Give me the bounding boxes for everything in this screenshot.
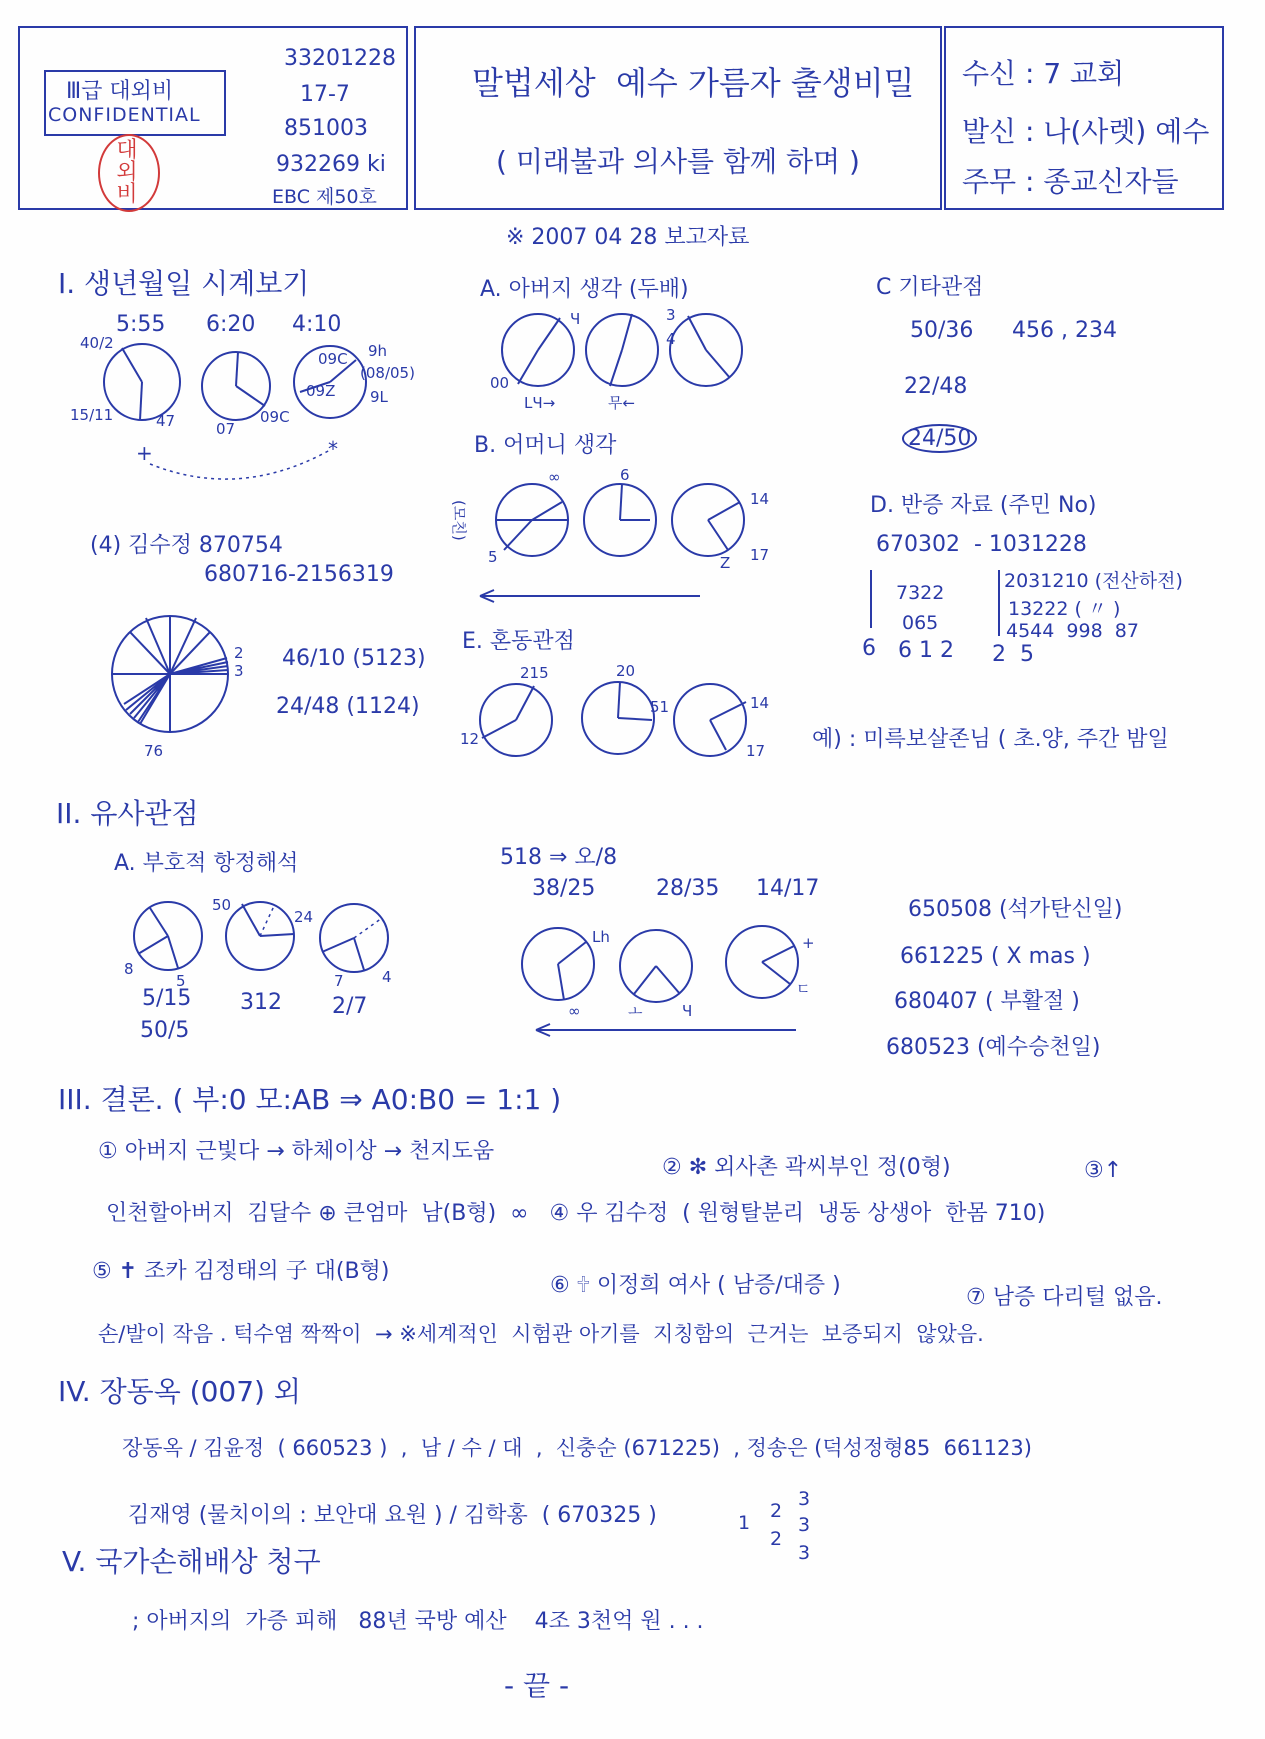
conclusion-3a: ⑤ ✝ 조카 김정태의 子 대(B형): [92, 1259, 390, 1284]
responsible: 주무 : 종교신자들: [962, 165, 1179, 198]
pie-value-2: 24/48 (1124): [276, 694, 420, 719]
clock-label-c1: 09C: [318, 350, 348, 368]
mother-label-2: ∞: [548, 468, 561, 486]
D-col2-4: 2 5: [992, 642, 1034, 667]
example-line: 예) : 미륵보살존님 ( 초.양, 주간 밤일: [812, 727, 1169, 752]
D-arrow-left: [870, 570, 872, 628]
holiday-label-4: Ч: [682, 1002, 693, 1020]
D-col1-2: 065: [902, 612, 939, 634]
clock-label-a1: 40/2: [80, 334, 114, 352]
pie-label-76: 76: [144, 742, 164, 760]
subsection-D-heading: D. 반증 자료 (주민 No): [870, 493, 1097, 518]
clock-label-c5: 9L: [370, 388, 388, 406]
grid-num-5: 3: [798, 1514, 811, 1536]
date-2: 661225 ( X mas ): [900, 944, 1091, 969]
symbolic-label-7: 7: [334, 972, 344, 990]
E-label-2: 20: [616, 662, 636, 680]
recipient: 수신 : 7 교회: [962, 57, 1125, 90]
report-date: ※ 2007 04 28 보고자료: [506, 225, 750, 250]
document-title: 말법세상 예수 가름자 출생비밀: [472, 64, 915, 102]
ref-number-5: EBC 제50호: [272, 186, 377, 208]
symbolic-label-50: 50: [212, 896, 232, 914]
D-prefix: 6: [862, 636, 876, 661]
arc-mark-end: *: [328, 437, 338, 461]
C-value-2: 456 , 234: [1012, 318, 1117, 343]
conclusion-4: 손/발이 작음 . 턱수염 짝짝이 → ※세계적인 시험관 아기를 지칭함의 근거는 보증되지 않았음.: [98, 1322, 984, 1346]
mother-label-4: 6: [620, 466, 630, 484]
subsection-A-heading: A. 아버지 생각 (두배): [480, 277, 689, 302]
time-1: 5:55: [116, 312, 166, 337]
arrow-line: 518 ⇒ 오/8: [500, 845, 618, 870]
symbolic-label-5: 5: [176, 972, 186, 990]
section-4-line-2: 김재영 (물치이의 : 보안대 요원 ) / 김학홍 ( 670325 ): [128, 1503, 657, 1528]
C-value-1: 50/36: [910, 318, 974, 343]
grid-num-1: 1: [738, 1512, 751, 1534]
clock-label-c4: (08/05): [360, 364, 415, 382]
clock-label-c3: 9h: [368, 342, 388, 360]
section-4-line-1: 장동옥 / 김윤정 ( 660523 ) , 남 / 수 / 대 , 신충순 (671225) , 정송은 (덕성정형85 661123): [122, 1436, 1032, 1460]
clock-label-a2: 15/11: [70, 406, 114, 424]
pie-value-1: 46/10 (5123): [282, 646, 426, 671]
mother-label-1: (모친): [450, 500, 468, 541]
section-4-heading: IV. 장동옥 (007) 외: [58, 1375, 301, 1408]
clock-label-b2: 09C: [260, 408, 290, 426]
subsection-C-heading: C 기타관점: [876, 275, 984, 300]
holiday-label-6: ㄷ: [796, 980, 811, 998]
father-label-4: 무←: [608, 394, 636, 412]
clock-value-2: 28/35: [656, 876, 720, 901]
conclusion-3c: ⑦ 남증 다리털 없음.: [966, 1285, 1163, 1310]
sender: 발신 : 나(사렛) 예수: [962, 115, 1210, 148]
conclusion-1a: ① 아버지 근빛다 → 하체이상 → 천지도움: [98, 1139, 495, 1164]
arc-mark-start: +: [136, 441, 153, 465]
D-col2-3: 4544 998 87: [1006, 620, 1139, 642]
mother-clocks: [450, 466, 780, 610]
D-col2-2: 13222 ( 〃 ): [1008, 598, 1121, 620]
holiday-label-5: +: [802, 934, 815, 952]
ref-number-1: 33201228: [284, 46, 396, 71]
symbolic-value-4: 50/5: [140, 1018, 190, 1043]
mother-label-5: 14: [750, 490, 770, 508]
ref-number-2: 17-7: [300, 82, 350, 107]
ref-number-3: 851003: [284, 116, 368, 141]
end-mark: - 끝 -: [504, 1669, 570, 1702]
header-center-box: [414, 26, 942, 210]
clock-value-1: 38/25: [532, 876, 596, 901]
section-3-heading: III. 결론. ( 부:0 모:AB ⇒ A0:B0 = 1:1 ): [58, 1083, 562, 1116]
holiday-label-3: ㅗ: [628, 1002, 643, 1020]
D-col1-3: 6 1 2: [898, 638, 954, 663]
E-label-4: 14: [750, 694, 770, 712]
clock-value-3: 14/17: [756, 876, 820, 901]
time-3: 4:10: [292, 312, 342, 337]
conclusion-2: 인천할아버지 김달수 ⊕ 큰엄마 남(B형) ∞ ④ 우 김수정 ( 원형탈분리 냉동 상생아 한몸 710): [106, 1201, 1046, 1226]
subsection-B-heading: B. 어머니 생각: [474, 433, 617, 458]
symbolic-label-24: 24: [294, 908, 314, 926]
clock-label-c2: 09Z: [306, 382, 336, 400]
holiday-label-2: ∞: [568, 1002, 581, 1020]
confusion-clocks: [460, 664, 780, 774]
grid-num-2: 2: [770, 1500, 783, 1522]
holiday-label-1: Lh: [592, 928, 610, 946]
father-label-1: 00: [490, 374, 510, 392]
conclusion-1c: ③↑: [1084, 1158, 1123, 1183]
birth-clocks: [60, 330, 420, 490]
date-3: 680407 ( 부활절 ): [894, 989, 1080, 1014]
clock-label-b1: 07: [216, 420, 236, 438]
father-label-6: 4: [666, 330, 676, 348]
date-4: 680523 (예수승천일): [886, 1035, 1101, 1060]
symbolic-label-8: 8: [124, 960, 134, 978]
section-5-heading: V. 국가손해배상 청구: [62, 1545, 321, 1578]
father-label-3: Ч: [570, 310, 581, 328]
mother-label-7: Z: [720, 554, 731, 572]
symbolic-value-1: 5/15: [142, 986, 192, 1011]
conclusion-1b: ② ✻ 외사촌 곽씨부인 정(0형): [662, 1155, 951, 1180]
section-2-heading: II. 유사관점: [56, 797, 199, 830]
section-1-heading: I. 생년월일 시계보기: [58, 267, 310, 300]
grid-num-6: 3: [798, 1542, 811, 1564]
mother-label-3: 5: [488, 548, 498, 566]
kim-line-2: 680716-2156319: [204, 562, 394, 587]
D-line-1: 670302 - 1031228: [876, 532, 1087, 557]
conclusion-3b: ⑥ 🕆 이정희 여사 ( 남증/대증 ): [550, 1273, 841, 1298]
seal-text: 대외비: [116, 138, 138, 207]
stamp-line-1: Ⅲ급 대외비: [66, 79, 174, 104]
pie-label-3: 3: [234, 662, 244, 680]
D-divider: [998, 570, 1000, 636]
clock-label-a3: 47: [156, 412, 176, 430]
E-label-6: 17: [746, 742, 766, 760]
stamp-line-2: CONFIDENTIAL: [48, 104, 201, 126]
father-label-5: 3: [666, 306, 676, 324]
E-label-1: 215: [520, 664, 549, 682]
E-label-3: 51: [650, 698, 670, 716]
ref-number-4: 932269 ki: [276, 152, 386, 177]
subsection-E-heading: E. 혼동관점: [462, 629, 575, 654]
father-clocks: [490, 304, 760, 414]
C-value-4: 24/50: [902, 424, 977, 453]
D-col2-1: 2031210 (전산하전): [1004, 570, 1183, 592]
C-value-3: 22/48: [904, 374, 968, 399]
D-col1-1: 7322: [896, 582, 945, 604]
mother-label-6: 17: [750, 546, 770, 564]
symbolic-value-2: 312: [240, 990, 282, 1015]
date-1: 650508 (석가탄신일): [908, 897, 1123, 922]
holiday-clocks: [516, 920, 836, 1040]
kim-line-1: (4) 김수정 870754: [90, 533, 283, 558]
father-label-2: LЧ→: [524, 394, 556, 412]
symbolic-label-4: 4: [382, 968, 392, 986]
section-2-A-heading: A. 부호적 항정해석: [114, 851, 299, 876]
E-label-5: 12: [460, 730, 480, 748]
pie-diagram: [110, 614, 250, 764]
time-2: 6:20: [206, 312, 256, 337]
grid-num-4: 2: [770, 1528, 783, 1550]
symbolic-value-3: 2/7: [332, 994, 368, 1019]
document-subtitle: ( 미래불과 의사를 함께 하며 ): [496, 145, 860, 178]
section-5-line-1: ; 아버지의 가증 피해 88년 국방 예산 4조 3천억 원 . . .: [132, 1609, 704, 1634]
pie-label-2: 2: [234, 644, 244, 662]
grid-num-3: 3: [798, 1488, 811, 1510]
